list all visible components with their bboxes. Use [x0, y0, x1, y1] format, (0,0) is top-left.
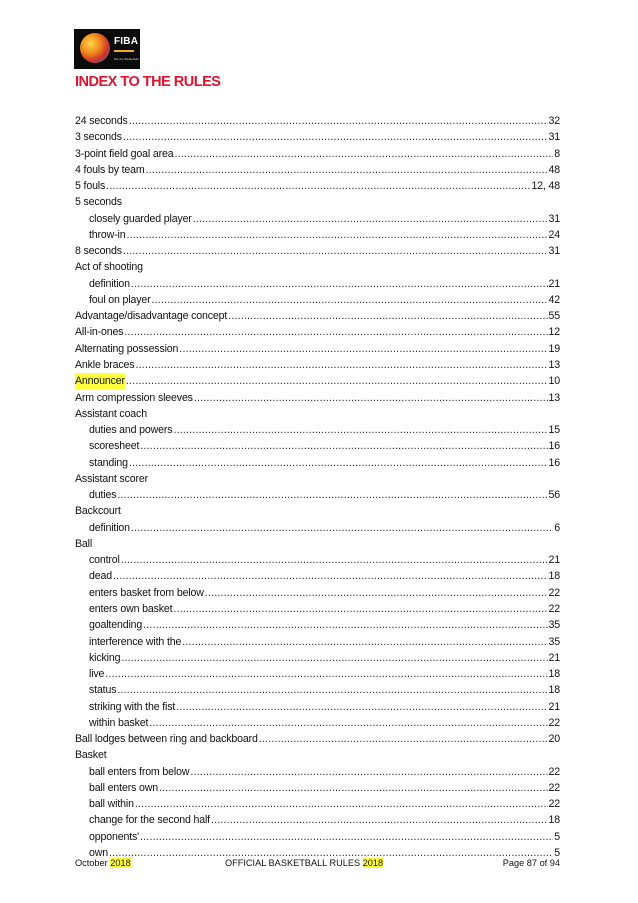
index-page-number: 18 — [548, 684, 560, 697]
index-page-number: 22 — [548, 716, 560, 729]
index-page-number: 20 — [548, 733, 560, 746]
dot-leader — [190, 764, 547, 780]
index-entry-label: Backcourt — [75, 505, 121, 518]
logo-text: FIBA — [114, 36, 139, 47]
index-subentry — [75, 796, 560, 812]
index-entry-label: kicking — [89, 651, 121, 664]
index-page-number: 18 — [548, 570, 560, 583]
dot-leader — [135, 796, 548, 812]
index-entry-label: Advantage/disadvantage concept — [75, 310, 228, 323]
index-page-number: 12, 48 — [531, 180, 560, 193]
index-subentry — [75, 666, 560, 682]
index-entry-label: ball enters from below — [89, 765, 190, 778]
index-entry — [75, 308, 560, 324]
index-subentry — [75, 682, 560, 698]
index-page-number: 32 — [548, 115, 560, 127]
index-entry-label: dead — [89, 570, 112, 583]
index-entry-label: status — [89, 684, 117, 697]
index-page-number: 12 — [548, 326, 560, 339]
index-subentry — [75, 568, 560, 584]
dot-leader — [117, 682, 547, 698]
dot-leader — [129, 113, 548, 129]
logo-accent-bar — [114, 50, 134, 52]
dot-leader — [113, 568, 548, 584]
index-subentry — [75, 438, 560, 454]
footer-page-number: Page 87 of 94 — [502, 858, 560, 868]
index-entry — [75, 194, 560, 210]
index-entry-label: 5 seconds — [75, 196, 122, 209]
index-page-number: 16 — [548, 440, 560, 453]
index-page-number: 5 — [554, 846, 560, 859]
index-entry — [75, 747, 560, 763]
index-page-number: 18 — [548, 668, 560, 681]
index-page-number: 21 — [548, 554, 560, 567]
index-entry — [75, 390, 560, 406]
index-entry-label: definition — [89, 277, 130, 290]
index-entry — [75, 113, 560, 129]
dot-leader — [228, 308, 547, 324]
dot-leader — [124, 324, 547, 340]
index-entry-label: closely guarded player — [89, 212, 192, 225]
index-entry-label: enters basket from below — [89, 586, 204, 599]
index-subentry — [75, 422, 560, 438]
index-page-number: 35 — [548, 619, 560, 632]
dot-leader — [106, 178, 530, 194]
dot-leader — [146, 162, 548, 178]
index-subentry — [75, 617, 560, 633]
index-entry-label: striking with the fist — [89, 700, 176, 713]
index-page-number: 21 — [548, 700, 560, 713]
dot-leader — [173, 422, 547, 438]
index-entry-label: Assistant scorer — [75, 472, 148, 485]
page-footer — [75, 856, 560, 870]
index-entry — [75, 178, 560, 194]
index-entry-label: definition — [89, 521, 130, 534]
index-page-number: 31 — [548, 212, 560, 225]
index-page-number: 48 — [548, 163, 560, 176]
dot-leader — [117, 487, 547, 503]
footer-rules-title: OFFICIAL BASKETBALL RULES — [225, 858, 363, 868]
dot-leader — [205, 585, 548, 601]
index-page-number: 16 — [548, 456, 560, 469]
index-page-number: 15 — [548, 424, 560, 437]
index-entry-label: throw-in — [89, 228, 126, 241]
index-entry-label: ball within — [89, 798, 134, 811]
dot-leader — [173, 601, 547, 617]
dot-leader — [140, 829, 553, 845]
index-entry — [75, 373, 560, 389]
index-entry-label: opponents' — [89, 830, 140, 843]
index-list — [75, 113, 560, 861]
index-entry-label: Arm compression sleeves — [75, 391, 193, 404]
index-entry-label: Ankle braces — [75, 358, 135, 371]
index-page-number: 19 — [548, 342, 560, 355]
index-entry-label: ball enters own — [89, 781, 159, 794]
index-subentry — [75, 715, 560, 731]
dot-leader — [211, 812, 548, 828]
dot-leader — [121, 650, 547, 666]
footer-year-center: 2018 — [362, 858, 384, 868]
index-subentry — [75, 634, 560, 650]
index-entry — [75, 146, 560, 162]
index-entry — [75, 536, 560, 552]
index-page-number: 21 — [548, 651, 560, 664]
index-page-number: 18 — [548, 814, 560, 827]
index-subentry — [75, 292, 560, 308]
index-page-number: 22 — [548, 765, 560, 778]
index-entry-label: goaltending — [89, 619, 143, 632]
index-page-number: 22 — [548, 798, 560, 811]
index-entry — [75, 324, 560, 340]
index-page-number: 6 — [554, 521, 560, 534]
index-entry-label: 4 fouls by team — [75, 163, 145, 176]
dot-leader — [140, 438, 547, 454]
dot-leader — [174, 146, 553, 162]
index-entry-label: Ball lodges between ring and backboard — [75, 733, 258, 746]
dot-leader — [194, 390, 548, 406]
index-entry-label: duties — [89, 489, 117, 502]
index-subentry — [75, 812, 560, 828]
index-page-number: 10 — [548, 375, 560, 388]
index-subentry — [75, 585, 560, 601]
index-subentry — [75, 276, 560, 292]
dot-leader — [131, 520, 553, 536]
index-entry-label: scoresheet — [89, 440, 140, 453]
dot-leader — [193, 211, 548, 227]
index-entry-label: 3 seconds — [75, 131, 122, 144]
index-entry-label: All-in-ones — [75, 326, 124, 339]
dot-leader — [259, 731, 548, 747]
index-page-number: 35 — [548, 635, 560, 648]
dot-leader — [152, 292, 548, 308]
logo-tagline: We Are Basketball — [114, 57, 139, 61]
index-page-number: 55 — [548, 310, 560, 323]
index-page-number: 56 — [548, 489, 560, 502]
index-entry-label: interference with the — [89, 635, 182, 648]
index-entry — [75, 731, 560, 747]
dot-leader — [179, 341, 547, 357]
index-page-number: 5 — [554, 830, 560, 843]
footer-year-left: 2018 — [110, 858, 131, 868]
dot-leader — [182, 634, 547, 650]
index-page-number: 31 — [548, 245, 560, 258]
index-entry — [75, 406, 560, 422]
index-subentry — [75, 780, 560, 796]
index-entry-label: Ball — [75, 537, 93, 550]
basketball-globe-icon — [80, 33, 110, 63]
footer-document-title — [225, 856, 383, 870]
footer-month: October — [75, 858, 111, 868]
index-entry — [75, 357, 560, 373]
index-entry-label: foul on player — [89, 293, 151, 306]
index-entry-label: 3-point field goal area — [75, 147, 174, 160]
index-page-number: 22 — [548, 602, 560, 615]
index-entry — [75, 471, 560, 487]
index-subentry — [75, 764, 560, 780]
index-entry — [75, 162, 560, 178]
index-entry — [75, 129, 560, 145]
index-page-number: 24 — [548, 228, 560, 241]
index-entry-label: standing — [89, 456, 128, 469]
index-page-number: 22 — [548, 586, 560, 599]
page-title: INDEX TO THE RULES — [75, 74, 221, 90]
index-entry-label: own — [89, 846, 108, 859]
index-entry-label: live — [89, 668, 105, 681]
index-entry — [75, 259, 560, 275]
index-entry-label: Alternating possession — [75, 342, 179, 355]
index-page-number: 22 — [548, 781, 560, 794]
index-page-number: 21 — [548, 277, 560, 290]
index-subentry — [75, 601, 560, 617]
index-subentry — [75, 829, 560, 845]
dot-leader — [121, 552, 548, 568]
index-subentry — [75, 520, 560, 536]
index-entry-label: Act of shooting — [75, 261, 143, 274]
index-subentry — [75, 211, 560, 227]
dot-leader — [135, 357, 547, 373]
index-entry — [75, 243, 560, 259]
index-entry-label: within basket — [89, 716, 149, 729]
footer-date — [75, 856, 131, 870]
dot-leader — [176, 699, 547, 715]
index-subentry — [75, 487, 560, 503]
index-subentry — [75, 455, 560, 471]
dot-leader — [123, 129, 548, 145]
fiba-logo — [74, 29, 140, 69]
index-entry-label: enters own basket — [89, 602, 173, 615]
dot-leader — [126, 227, 547, 243]
index-entry-label: 24 seconds — [75, 115, 128, 127]
dot-leader — [149, 715, 547, 731]
index-page-number: 13 — [548, 358, 560, 371]
dot-leader — [131, 276, 548, 292]
index-subentry — [75, 650, 560, 666]
index-entry-label: 5 fouls — [75, 180, 106, 193]
dot-leader — [123, 243, 548, 259]
index-page-number: 13 — [548, 391, 560, 404]
dot-leader — [129, 455, 548, 471]
dot-leader — [143, 617, 547, 633]
index-entry-label: Basket — [75, 749, 107, 762]
index-page-number: 42 — [548, 293, 560, 306]
index-entry — [75, 341, 560, 357]
index-subentry — [75, 552, 560, 568]
index-entry-label: 8 seconds — [75, 245, 122, 258]
index-entry-label: Assistant coach — [75, 407, 147, 420]
index-subentry — [75, 227, 560, 243]
index-page-number: 31 — [548, 131, 560, 144]
index-entry-label: change for the second half — [89, 814, 210, 827]
index-page-number: 8 — [554, 147, 560, 160]
index-entry-label: control — [89, 554, 120, 567]
dot-leader — [105, 666, 547, 682]
index-entry-label: duties and powers — [89, 424, 173, 437]
index-entry-label: Announcer — [75, 373, 125, 389]
dot-leader — [159, 780, 548, 796]
dot-leader — [126, 373, 548, 389]
index-subentry — [75, 699, 560, 715]
index-entry — [75, 503, 560, 519]
